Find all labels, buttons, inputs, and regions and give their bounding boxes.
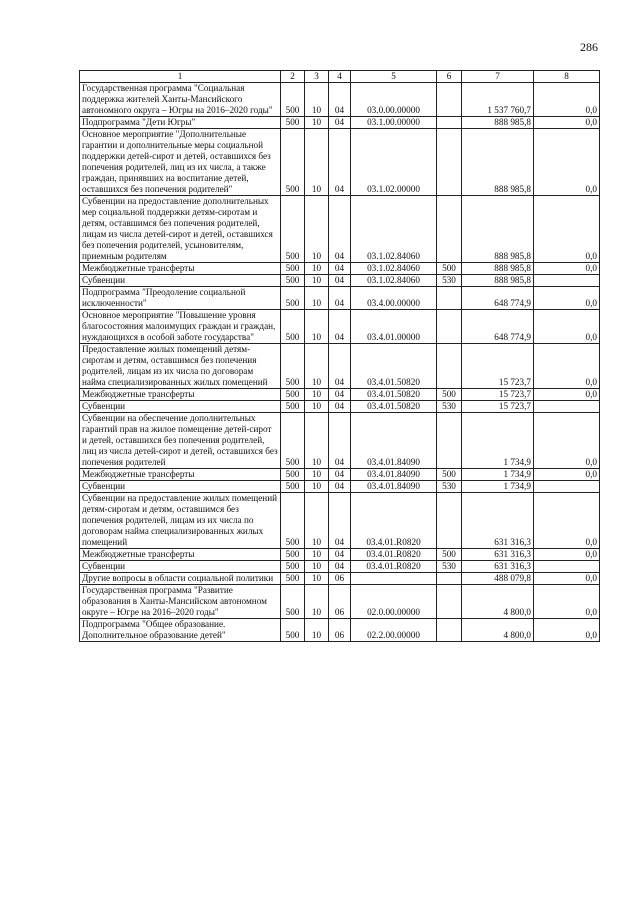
table-row: [80, 83, 600, 117]
row-name-cell: Субвенции: [80, 481, 281, 493]
code-3-cell: 10: [305, 401, 329, 413]
amount-extra-cell: [534, 481, 600, 493]
amount-extra-cell: 0,0: [534, 549, 600, 561]
expense-type-cell: 530: [437, 275, 462, 287]
code-2-cell: 500: [281, 585, 305, 619]
target-code-cell: 03.4.01.R0820: [351, 561, 437, 573]
row-name-cell: Подпрограмма "Общее образование. Дополнительное образование детей": [80, 619, 281, 642]
code-4-cell: 06: [329, 573, 351, 585]
code-4-cell: 04: [329, 310, 351, 344]
code-3-cell: 10: [305, 83, 329, 117]
row-name-cell: Подпрограмма "Преодоление социальной исключенности": [80, 287, 281, 310]
row-name-cell: Основное мероприятие "Дополнительные гарантии и дополнительные меры социальной поддержки детей-сирот и детей, оставшихся без попечения родителей, лиц из их числа, а также граждан, принявших на воспитание детей, оставшихся без попечения родителей": [80, 129, 281, 196]
code-2-cell: 500: [281, 413, 305, 469]
target-code-cell: 03.4.01.84090: [351, 413, 437, 469]
amount-extra-cell: 0,0: [534, 619, 600, 642]
code-2-cell: 500: [281, 469, 305, 481]
target-code-cell: 03.1.02.84060: [351, 263, 437, 275]
row-name-cell: Государственная программа "Социальная поддержка жителей Ханты-Мансийского автономного округа – Югры на 2016–2020 годы": [80, 83, 281, 117]
row-name-cell: Межбюджетные трансферты: [80, 263, 281, 275]
code-2-cell: 500: [281, 287, 305, 310]
code-2-cell: 500: [281, 493, 305, 549]
target-code-cell: 03.4.01.R0820: [351, 493, 437, 549]
code-3-cell: 10: [305, 585, 329, 619]
code-4-cell: 04: [329, 493, 351, 549]
code-3-cell: 10: [305, 573, 329, 585]
code-2-cell: 500: [281, 275, 305, 287]
table-row: [80, 287, 600, 310]
amount-extra-cell: [534, 401, 600, 413]
amount-cell: 1 537 760,7: [462, 83, 534, 117]
expense-type-cell: 530: [437, 481, 462, 493]
target-code-cell: 02.0.00.00000: [351, 585, 437, 619]
table-row: [80, 263, 600, 275]
row-name-cell: Субвенции: [80, 561, 281, 573]
amount-extra-cell: 0,0: [534, 573, 600, 585]
code-2-cell: 500: [281, 481, 305, 493]
amount-cell: 888 985,8: [462, 275, 534, 287]
code-4-cell: 04: [329, 196, 351, 263]
code-3-cell: 10: [305, 549, 329, 561]
row-name-cell: Основное мероприятие "Повышение уровня благосостояния малоимущих граждан и граждан, нуждающихся в особой заботе государства": [80, 310, 281, 344]
code-4-cell: 04: [329, 129, 351, 196]
column-header: 3: [305, 71, 329, 83]
expense-type-cell: 500: [437, 469, 462, 481]
code-3-cell: 10: [305, 619, 329, 642]
column-header: 4: [329, 71, 351, 83]
code-3-cell: 10: [305, 129, 329, 196]
row-name-cell: Другие вопросы в области социальной политики: [80, 573, 281, 585]
target-code-cell: 03.4.01.R0820: [351, 549, 437, 561]
target-code-cell: 03.4.01.00000: [351, 310, 437, 344]
amount-cell: 15 723,7: [462, 344, 534, 389]
amount-extra-cell: 0,0: [534, 310, 600, 344]
table-row: [80, 619, 600, 642]
code-3-cell: 10: [305, 389, 329, 401]
code-4-cell: 04: [329, 561, 351, 573]
code-3-cell: 10: [305, 481, 329, 493]
code-4-cell: 04: [329, 287, 351, 310]
table-row: [80, 469, 600, 481]
table-row: [80, 573, 600, 585]
code-2-cell: 500: [281, 344, 305, 389]
code-4-cell: 04: [329, 117, 351, 129]
row-name-cell: Субвенции на предоставление дополнительных мер социальной поддержки детям-сиротам и детям, оставшимся без попечения родителей, лицам из числа детей-сирот и детей, оставшихся без попечения родителей, усыновителям, приемным родителям: [80, 196, 281, 263]
table-row: [80, 585, 600, 619]
code-2-cell: 500: [281, 83, 305, 117]
code-2-cell: 500: [281, 619, 305, 642]
amount-extra-cell: 0,0: [534, 196, 600, 263]
amount-cell: 4 800,0: [462, 585, 534, 619]
target-code-cell: [351, 573, 437, 585]
page-number: 286: [580, 40, 598, 54]
code-4-cell: 04: [329, 389, 351, 401]
amount-cell: 488 079,8: [462, 573, 534, 585]
expense-type-cell: [437, 493, 462, 549]
code-3-cell: 10: [305, 263, 329, 275]
code-4-cell: 06: [329, 619, 351, 642]
row-name-cell: Субвенции: [80, 401, 281, 413]
code-2-cell: 500: [281, 573, 305, 585]
table-row: [80, 389, 600, 401]
expense-type-cell: 500: [437, 549, 462, 561]
expense-type-cell: [437, 310, 462, 344]
target-code-cell: 02.2.00.00000: [351, 619, 437, 642]
expense-type-cell: [437, 83, 462, 117]
target-code-cell: 03.4.01.50820: [351, 344, 437, 389]
code-4-cell: 06: [329, 585, 351, 619]
code-4-cell: 04: [329, 344, 351, 389]
amount-extra-cell: 0,0: [534, 585, 600, 619]
target-code-cell: 03.4.01.84090: [351, 469, 437, 481]
code-2-cell: 500: [281, 310, 305, 344]
amount-cell: 648 774,9: [462, 310, 534, 344]
amount-extra-cell: 0,0: [534, 413, 600, 469]
code-3-cell: 10: [305, 310, 329, 344]
code-2-cell: 500: [281, 117, 305, 129]
table-row: [80, 561, 600, 573]
expense-type-cell: [437, 585, 462, 619]
amount-extra-cell: [534, 275, 600, 287]
code-3-cell: 10: [305, 196, 329, 263]
code-4-cell: 04: [329, 549, 351, 561]
expense-type-cell: [437, 196, 462, 263]
target-code-cell: 03.4.01.50820: [351, 389, 437, 401]
amount-cell: 1 734,9: [462, 413, 534, 469]
code-2-cell: 500: [281, 549, 305, 561]
amount-extra-cell: 0,0: [534, 117, 600, 129]
row-name-cell: Межбюджетные трансферты: [80, 389, 281, 401]
row-name-cell: Субвенции на предоставление жилых помещений детям-сиротам и детям, оставшимся без попечения родителей, лицам из их числа по договорам найма специализированных жилых помещений: [80, 493, 281, 549]
amount-cell: 631 316,3: [462, 493, 534, 549]
column-header: 6: [437, 71, 462, 83]
expense-type-cell: [437, 413, 462, 469]
budget-table: [79, 70, 600, 642]
row-name-cell: Государственная программа "Развитие образования в Ханты-Мансийском автономном округе – Югре на 2016–2020 годы": [80, 585, 281, 619]
amount-extra-cell: 0,0: [534, 469, 600, 481]
table-row: [80, 275, 600, 287]
code-3-cell: 10: [305, 117, 329, 129]
code-2-cell: 500: [281, 129, 305, 196]
row-name-cell: Предоставление жилых помещений детям-сиротам и детям, оставшимся без попечения родителей, лицам из их числа по договорам найма специализированных жилых помещений: [80, 344, 281, 389]
column-header: 1: [80, 71, 281, 83]
code-2-cell: 500: [281, 263, 305, 275]
target-code-cell: 03.1.00.00000: [351, 117, 437, 129]
code-3-cell: 10: [305, 275, 329, 287]
table-row: [80, 310, 600, 344]
row-name-cell: Субвенции: [80, 275, 281, 287]
table-row: [80, 493, 600, 549]
code-3-cell: 10: [305, 561, 329, 573]
table-row: [80, 344, 600, 389]
expense-type-cell: [437, 117, 462, 129]
target-code-cell: 03.4.01.50820: [351, 401, 437, 413]
amount-cell: 1 734,9: [462, 481, 534, 493]
column-header: 2: [281, 71, 305, 83]
amount-cell: 888 985,8: [462, 117, 534, 129]
amount-cell: 648 774,9: [462, 287, 534, 310]
code-4-cell: 04: [329, 481, 351, 493]
amount-extra-cell: 0,0: [534, 389, 600, 401]
amount-cell: 888 985,8: [462, 129, 534, 196]
amount-cell: 15 723,7: [462, 401, 534, 413]
code-3-cell: 10: [305, 344, 329, 389]
amount-cell: 4 800,0: [462, 619, 534, 642]
table-row: [80, 413, 600, 469]
code-4-cell: 04: [329, 275, 351, 287]
code-4-cell: 04: [329, 401, 351, 413]
amount-extra-cell: 0,0: [534, 344, 600, 389]
amount-extra-cell: 0,0: [534, 129, 600, 196]
expense-type-cell: [437, 287, 462, 310]
target-code-cell: 03.4.00.00000: [351, 287, 437, 310]
target-code-cell: 03.1.02.84060: [351, 196, 437, 263]
column-header: 7: [462, 71, 534, 83]
row-name-cell: Подпрограмма "Дети Югры": [80, 117, 281, 129]
target-code-cell: 03.1.02.84060: [351, 275, 437, 287]
code-3-cell: 10: [305, 469, 329, 481]
row-name-cell: Межбюджетные трансферты: [80, 469, 281, 481]
amount-cell: 888 985,8: [462, 263, 534, 275]
code-4-cell: 04: [329, 263, 351, 275]
expense-type-cell: 530: [437, 561, 462, 573]
amount-extra-cell: [534, 561, 600, 573]
target-code-cell: 03.1.02.00000: [351, 129, 437, 196]
code-2-cell: 500: [281, 196, 305, 263]
code-2-cell: 500: [281, 561, 305, 573]
expense-type-cell: [437, 619, 462, 642]
column-header: 5: [351, 71, 437, 83]
code-3-cell: 10: [305, 287, 329, 310]
column-header: 8: [534, 71, 600, 83]
table-row: [80, 549, 600, 561]
table-row: [80, 129, 600, 196]
amount-cell: 631 316,3: [462, 549, 534, 561]
expense-type-cell: [437, 129, 462, 196]
table-row: [80, 481, 600, 493]
code-3-cell: 10: [305, 493, 329, 549]
expense-type-cell: [437, 344, 462, 389]
code-2-cell: 500: [281, 389, 305, 401]
target-code-cell: 03.4.01.84090: [351, 481, 437, 493]
row-name-cell: Межбюджетные трансферты: [80, 549, 281, 561]
amount-cell: 1 734,9: [462, 469, 534, 481]
expense-type-cell: 530: [437, 401, 462, 413]
expense-type-cell: [437, 573, 462, 585]
header-row: [80, 71, 600, 83]
code-2-cell: 500: [281, 401, 305, 413]
amount-extra-cell: 0,0: [534, 493, 600, 549]
table-row: [80, 401, 600, 413]
row-name-cell: Субвенции на обеспечение дополнительных гарантий прав на жилое помещение детей-сирот и детей, оставшихся без попечения родителей, лиц из числа детей-сирот и детей, оставшихся без попечения родителей: [80, 413, 281, 469]
code-3-cell: 10: [305, 413, 329, 469]
amount-extra-cell: 0,0: [534, 287, 600, 310]
code-4-cell: 04: [329, 83, 351, 117]
code-4-cell: 04: [329, 469, 351, 481]
amount-cell: 15 723,7: [462, 389, 534, 401]
expense-type-cell: 500: [437, 263, 462, 275]
amount-cell: 888 985,8: [462, 196, 534, 263]
amount-cell: 631 316,3: [462, 561, 534, 573]
code-4-cell: 04: [329, 413, 351, 469]
table-row: [80, 196, 600, 263]
expense-type-cell: 500: [437, 389, 462, 401]
table-row: [80, 117, 600, 129]
amount-extra-cell: 0,0: [534, 83, 600, 117]
target-code-cell: 03.0.00.00000: [351, 83, 437, 117]
amount-extra-cell: 0,0: [534, 263, 600, 275]
